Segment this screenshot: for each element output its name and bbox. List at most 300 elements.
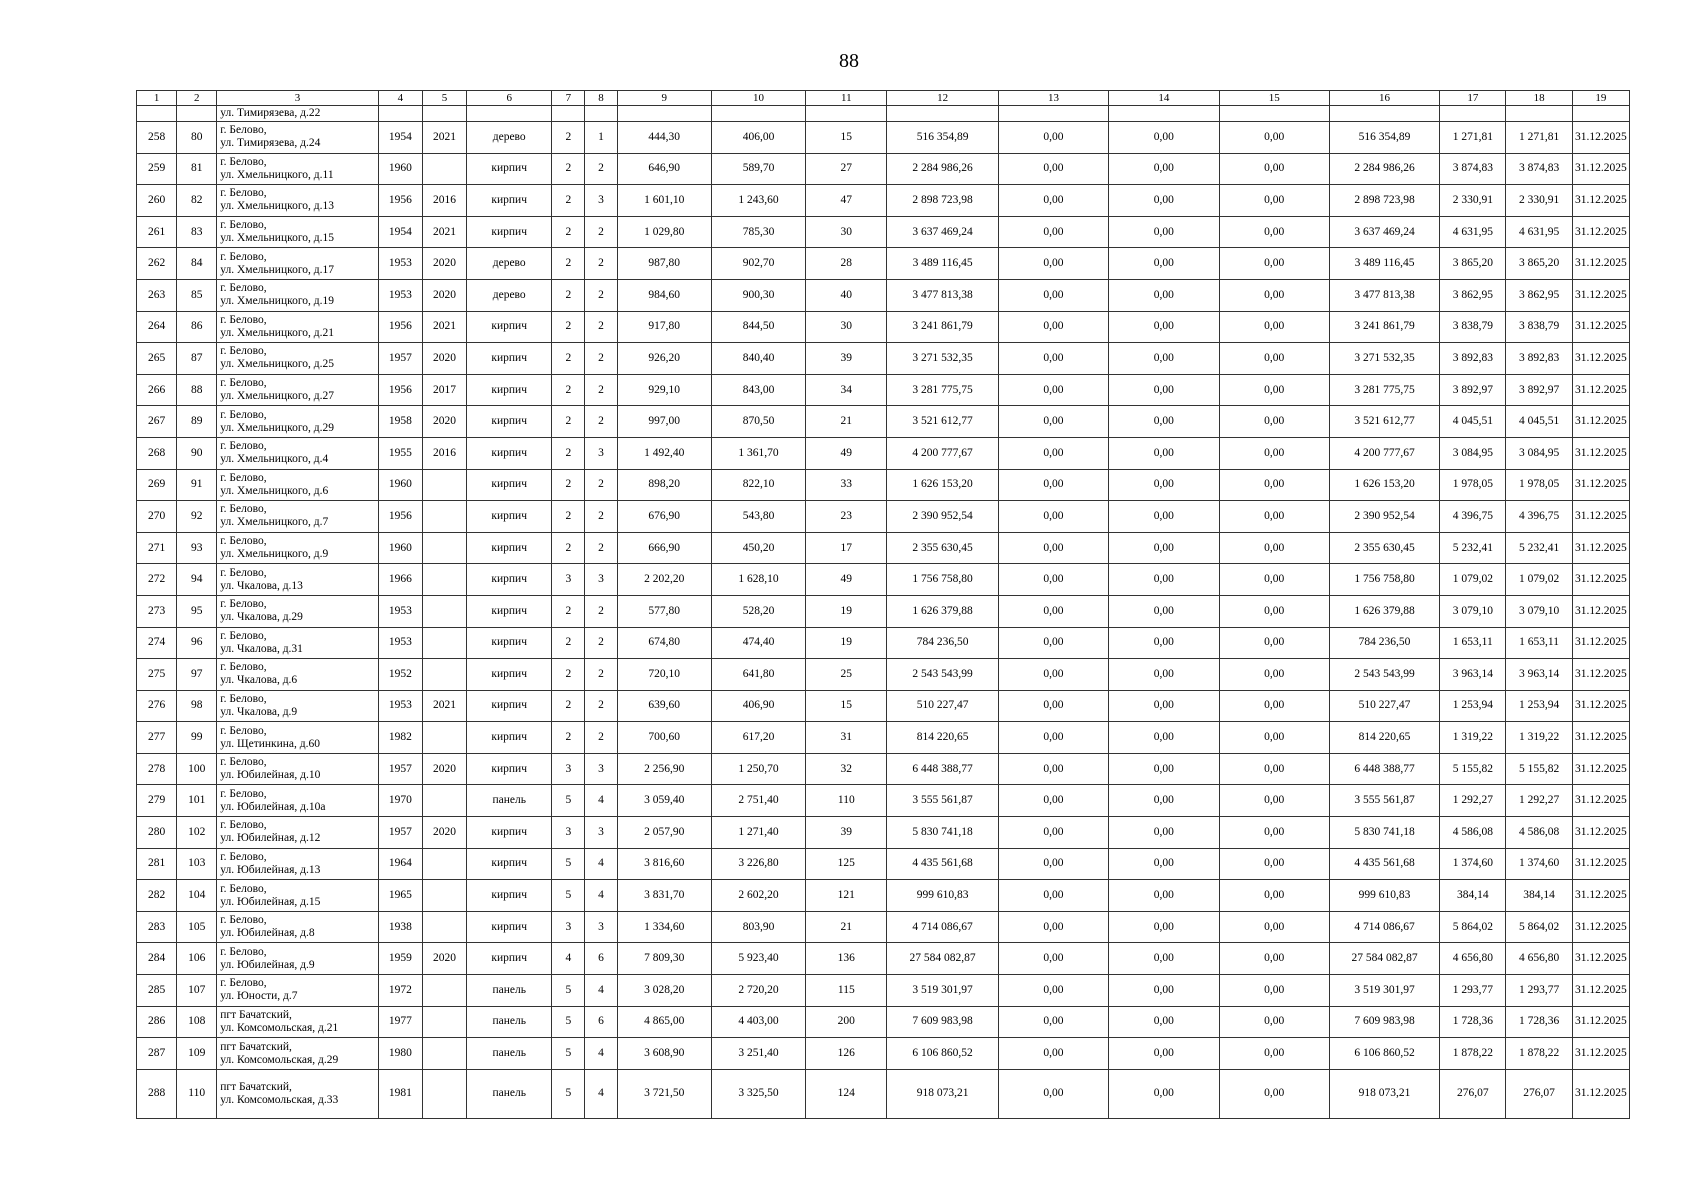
sub-number-cell: 83 [177, 216, 217, 248]
col13-cell: 0,00 [998, 911, 1108, 943]
unit-cost-cell: 4 631,95 [1440, 216, 1506, 248]
col14-cell: 0,00 [1109, 343, 1219, 375]
total-area-cell: 2 202,20 [617, 564, 711, 596]
col15-cell: 0,00 [1219, 248, 1329, 280]
address-street: ул. Комсомольская, д.29 [220, 1053, 339, 1066]
max-unit-cost-cell: 1 728,36 [1506, 1006, 1572, 1038]
total-cost-cell: 5 830 741,18 [887, 817, 998, 849]
total-area-cell: 3 721,50 [617, 1069, 711, 1118]
total-area-cell: 984,60 [617, 279, 711, 311]
table-cell [1219, 106, 1329, 122]
living-area-cell: 785,30 [711, 216, 805, 248]
column-header: 19 [1572, 91, 1629, 106]
address-street: ул. Тимирязева, д.24 [220, 137, 321, 150]
owner-funds-cell: 2 390 952,54 [1329, 501, 1439, 533]
entrances-cell: 2 [585, 311, 617, 343]
unit-cost-cell: 1 253,94 [1440, 690, 1506, 722]
address-street: ул. Хмельницкого, д.29 [220, 421, 335, 434]
wall-material-cell: кирпич [467, 343, 552, 375]
deadline-cell: 31.12.2025 [1572, 753, 1629, 785]
sub-number-cell: 90 [177, 437, 217, 469]
total-cost-cell: 1 626 379,88 [887, 595, 998, 627]
living-area-cell: 1 628,10 [711, 564, 805, 596]
entrances-cell: 3 [585, 911, 617, 943]
address-street: ул. Юбилейная, д.15 [220, 895, 321, 908]
renovation-year-cell: 2020 [422, 406, 466, 438]
col13-cell: 0,00 [998, 374, 1108, 406]
sub-number-cell: 88 [177, 374, 217, 406]
build-year-cell: 1956 [378, 185, 422, 217]
owner-funds-cell: 3 521 612,77 [1329, 406, 1439, 438]
col14-cell: 0,00 [1109, 753, 1219, 785]
living-area-cell: 1 271,40 [711, 817, 805, 849]
total-area-cell: 3 608,90 [617, 1038, 711, 1070]
address-cell [217, 343, 379, 375]
table-row [137, 595, 1630, 627]
build-year-cell: 1955 [378, 437, 422, 469]
row-number-cell: 274 [137, 627, 177, 659]
total-cost-cell: 3 241 861,79 [887, 311, 998, 343]
build-year-cell: 1938 [378, 911, 422, 943]
residents-cell: 34 [806, 374, 887, 406]
living-area-cell: 1 250,70 [711, 753, 805, 785]
build-year-cell: 1953 [378, 248, 422, 280]
deadline-cell: 31.12.2025 [1572, 690, 1629, 722]
table-row [137, 943, 1630, 975]
entrances-cell: 2 [585, 501, 617, 533]
address-locality: г. Белово, [220, 219, 267, 232]
col15-cell: 0,00 [1219, 595, 1329, 627]
living-area-cell: 3 251,40 [711, 1038, 805, 1070]
total-area-cell: 7 809,30 [617, 943, 711, 975]
max-unit-cost-cell: 1 653,11 [1506, 627, 1572, 659]
col14-cell: 0,00 [1109, 564, 1219, 596]
table-cell [998, 106, 1108, 122]
unit-cost-cell: 1 292,27 [1440, 785, 1506, 817]
row-number-cell: 259 [137, 153, 177, 185]
table-row [137, 1038, 1630, 1070]
total-area-cell: 3 028,20 [617, 975, 711, 1007]
row-number-cell: 264 [137, 311, 177, 343]
owner-funds-cell: 3 271 532,35 [1329, 343, 1439, 375]
sub-number-cell: 99 [177, 722, 217, 754]
entrances-cell: 4 [585, 785, 617, 817]
address-street: ул. Хмельницкого, д.27 [220, 390, 335, 403]
max-unit-cost-cell: 3 865,20 [1506, 248, 1572, 280]
col14-cell: 0,00 [1109, 975, 1219, 1007]
residents-cell: 30 [806, 216, 887, 248]
entrances-cell: 3 [585, 564, 617, 596]
renovation-year-cell [422, 501, 466, 533]
owner-funds-cell: 27 584 082,87 [1329, 943, 1439, 975]
total-area-cell: 646,90 [617, 153, 711, 185]
table-cell [177, 106, 217, 122]
address-cell [217, 122, 379, 154]
column-header: 5 [422, 91, 466, 106]
row-number-cell: 271 [137, 532, 177, 564]
col13-cell: 0,00 [998, 627, 1108, 659]
renovation-year-cell [422, 153, 466, 185]
unit-cost-cell: 1 728,36 [1440, 1006, 1506, 1038]
address-locality: г. Белово, [220, 440, 267, 453]
row-number-cell: 266 [137, 374, 177, 406]
max-unit-cost-cell: 1 253,94 [1506, 690, 1572, 722]
build-year-cell: 1957 [378, 343, 422, 375]
max-unit-cost-cell: 3 838,79 [1506, 311, 1572, 343]
total-cost-cell: 3 477 813,38 [887, 279, 998, 311]
max-unit-cost-cell: 4 396,75 [1506, 501, 1572, 533]
col14-cell: 0,00 [1109, 690, 1219, 722]
col13-cell: 0,00 [998, 690, 1108, 722]
renovation-year-cell [422, 848, 466, 880]
total-cost-cell: 3 519 301,97 [887, 975, 998, 1007]
residents-cell: 15 [806, 122, 887, 154]
max-unit-cost-cell: 1 978,05 [1506, 469, 1572, 501]
row-number-cell: 261 [137, 216, 177, 248]
entrances-cell: 1 [585, 122, 617, 154]
total-area-cell: 444,30 [617, 122, 711, 154]
table-row [137, 501, 1630, 533]
row-number-cell: 263 [137, 279, 177, 311]
living-area-cell: 803,90 [711, 911, 805, 943]
residents-cell: 17 [806, 532, 887, 564]
total-cost-cell: 3 521 612,77 [887, 406, 998, 438]
deadline-cell: 31.12.2025 [1572, 722, 1629, 754]
row-number-cell: 273 [137, 595, 177, 627]
col15-cell: 0,00 [1219, 343, 1329, 375]
address-locality: г. Белово, [220, 471, 267, 484]
table-cell [1506, 106, 1572, 122]
address-street: ул. Хмельницкого, д.13 [220, 200, 335, 213]
address-street: ул. Юбилейная, д.13 [220, 863, 321, 876]
unit-cost-cell: 3 079,10 [1440, 595, 1506, 627]
renovation-year-cell: 2020 [422, 753, 466, 785]
col15-cell: 0,00 [1219, 437, 1329, 469]
build-year-cell: 1953 [378, 595, 422, 627]
max-unit-cost-cell: 1 292,27 [1506, 785, 1572, 817]
total-cost-cell: 6 448 388,77 [887, 753, 998, 785]
max-unit-cost-cell: 5 864,02 [1506, 911, 1572, 943]
table-row [137, 785, 1630, 817]
sub-number-cell: 82 [177, 185, 217, 217]
residents-cell: 39 [806, 817, 887, 849]
deadline-cell: 31.12.2025 [1572, 595, 1629, 627]
unit-cost-cell: 1 319,22 [1440, 722, 1506, 754]
owner-funds-cell: 918 073,21 [1329, 1069, 1439, 1118]
sub-number-cell: 104 [177, 880, 217, 912]
entrances-cell: 2 [585, 469, 617, 501]
sub-number-cell: 107 [177, 975, 217, 1007]
address-street: ул. Комсомольская, д.33 [220, 1093, 339, 1106]
floors-cell: 2 [552, 248, 585, 280]
unit-cost-cell: 1 653,11 [1440, 627, 1506, 659]
entrances-cell: 3 [585, 437, 617, 469]
col13-cell: 0,00 [998, 943, 1108, 975]
table-row [137, 437, 1630, 469]
address-locality: г. Белово, [220, 345, 267, 358]
entrances-cell: 2 [585, 627, 617, 659]
renovation-year-cell [422, 785, 466, 817]
deadline-cell: 31.12.2025 [1572, 911, 1629, 943]
table-row [137, 311, 1630, 343]
owner-funds-cell: 999 610,83 [1329, 880, 1439, 912]
deadline-cell: 31.12.2025 [1572, 1038, 1629, 1070]
deadline-cell: 31.12.2025 [1572, 564, 1629, 596]
floors-cell: 5 [552, 848, 585, 880]
address-cell [217, 437, 379, 469]
table-cell [1109, 106, 1219, 122]
table-cell [585, 106, 617, 122]
total-area-cell: 577,80 [617, 595, 711, 627]
col14-cell: 0,00 [1109, 911, 1219, 943]
max-unit-cost-cell: 1 878,22 [1506, 1038, 1572, 1070]
address-locality: г. Белово, [220, 377, 267, 390]
wall-material-cell: кирпич [467, 437, 552, 469]
col15-cell: 0,00 [1219, 817, 1329, 849]
address-cell [217, 501, 379, 533]
col13-cell: 0,00 [998, 1069, 1108, 1118]
deadline-cell: 31.12.2025 [1572, 943, 1629, 975]
residents-cell: 49 [806, 564, 887, 596]
renovation-year-cell: 2016 [422, 437, 466, 469]
col14-cell: 0,00 [1109, 1069, 1219, 1118]
col14-cell: 0,00 [1109, 880, 1219, 912]
total-cost-cell: 2 284 986,26 [887, 153, 998, 185]
build-year-cell: 1956 [378, 311, 422, 343]
sub-number-cell: 96 [177, 627, 217, 659]
col15-cell: 0,00 [1219, 469, 1329, 501]
table-cell [1572, 106, 1629, 122]
renovation-year-cell: 2017 [422, 374, 466, 406]
floors-cell: 5 [552, 1006, 585, 1038]
col14-cell: 0,00 [1109, 406, 1219, 438]
wall-material-cell: кирпич [467, 185, 552, 217]
living-area-cell: 543,80 [711, 501, 805, 533]
col13-cell: 0,00 [998, 880, 1108, 912]
sub-number-cell: 86 [177, 311, 217, 343]
wall-material-cell: кирпич [467, 501, 552, 533]
sub-number-cell: 92 [177, 501, 217, 533]
deadline-cell: 31.12.2025 [1572, 1069, 1629, 1118]
row-number-cell: 260 [137, 185, 177, 217]
floors-cell: 2 [552, 374, 585, 406]
build-year-cell: 1960 [378, 153, 422, 185]
wall-material-cell: кирпич [467, 406, 552, 438]
max-unit-cost-cell: 3 963,14 [1506, 659, 1572, 691]
deadline-cell: 31.12.2025 [1572, 153, 1629, 185]
total-cost-cell: 918 073,21 [887, 1069, 998, 1118]
table-row [137, 975, 1630, 1007]
column-header: 18 [1506, 91, 1572, 106]
floors-cell: 2 [552, 216, 585, 248]
floors-cell: 2 [552, 501, 585, 533]
total-cost-cell: 3 489 116,45 [887, 248, 998, 280]
col14-cell: 0,00 [1109, 1006, 1219, 1038]
table-cell [1440, 106, 1506, 122]
address-cell [217, 848, 379, 880]
address-cell [217, 564, 379, 596]
owner-funds-cell: 3 281 775,75 [1329, 374, 1439, 406]
unit-cost-cell: 1 293,77 [1440, 975, 1506, 1007]
floors-cell: 2 [552, 406, 585, 438]
living-area-cell: 843,00 [711, 374, 805, 406]
column-header: 3 [217, 91, 379, 106]
unit-cost-cell: 3 865,20 [1440, 248, 1506, 280]
build-year-cell: 1956 [378, 501, 422, 533]
address-street: ул. Хмельницкого, д.6 [220, 484, 329, 497]
owner-funds-cell: 3 477 813,38 [1329, 279, 1439, 311]
unit-cost-cell: 3 963,14 [1440, 659, 1506, 691]
floors-cell: 4 [552, 943, 585, 975]
address-locality: г. Белово, [220, 629, 267, 642]
build-year-cell: 1954 [378, 216, 422, 248]
sub-number-cell: 105 [177, 911, 217, 943]
floors-cell: 5 [552, 975, 585, 1007]
address-cell [217, 1038, 379, 1070]
table-cell [422, 106, 466, 122]
build-year-cell: 1972 [378, 975, 422, 1007]
deadline-cell: 31.12.2025 [1572, 501, 1629, 533]
floors-cell: 2 [552, 469, 585, 501]
build-year-cell: 1977 [378, 1006, 422, 1038]
floors-cell: 5 [552, 1069, 585, 1118]
address-street: ул. Щетинкина, д.60 [220, 737, 320, 750]
sub-number-cell: 110 [177, 1069, 217, 1118]
deadline-cell: 31.12.2025 [1572, 880, 1629, 912]
renovation-year-cell: 2021 [422, 690, 466, 722]
sub-number-cell: 85 [177, 279, 217, 311]
total-cost-cell: 6 106 860,52 [887, 1038, 998, 1070]
unit-cost-cell: 5 864,02 [1440, 911, 1506, 943]
unit-cost-cell: 1 878,22 [1440, 1038, 1506, 1070]
unit-cost-cell: 5 155,82 [1440, 753, 1506, 785]
build-year-cell: 1957 [378, 817, 422, 849]
total-area-cell: 4 865,00 [617, 1006, 711, 1038]
owner-funds-cell: 510 227,47 [1329, 690, 1439, 722]
address-street: ул. Чкалова, д.13 [220, 579, 303, 592]
total-cost-cell: 1 626 153,20 [887, 469, 998, 501]
residents-cell: 110 [806, 785, 887, 817]
entrances-cell: 3 [585, 753, 617, 785]
total-cost-cell: 2 390 952,54 [887, 501, 998, 533]
address-locality: г. Белово, [220, 598, 267, 611]
residents-cell: 19 [806, 627, 887, 659]
row-number-cell: 277 [137, 722, 177, 754]
col13-cell: 0,00 [998, 659, 1108, 691]
sub-number-cell: 108 [177, 1006, 217, 1038]
residents-cell: 30 [806, 311, 887, 343]
total-cost-cell: 3 271 532,35 [887, 343, 998, 375]
entrances-cell: 2 [585, 216, 617, 248]
col13-cell: 0,00 [998, 153, 1108, 185]
col15-cell: 0,00 [1219, 216, 1329, 248]
col15-cell: 0,00 [1219, 627, 1329, 659]
max-unit-cost-cell: 4 656,80 [1506, 943, 1572, 975]
residents-cell: 40 [806, 279, 887, 311]
col15-cell: 0,00 [1219, 279, 1329, 311]
renovation-year-cell: 2021 [422, 216, 466, 248]
total-cost-cell: 1 756 758,80 [887, 564, 998, 596]
total-cost-cell: 516 354,89 [887, 122, 998, 154]
sub-number-cell: 94 [177, 564, 217, 596]
col15-cell: 0,00 [1219, 722, 1329, 754]
renovation-year-cell: 2020 [422, 943, 466, 975]
residents-cell: 23 [806, 501, 887, 533]
wall-material-cell: панель [467, 975, 552, 1007]
address-locality: г. Белово, [220, 819, 267, 832]
max-unit-cost-cell: 3 892,97 [1506, 374, 1572, 406]
table-cell [137, 106, 177, 122]
address-cell [217, 153, 379, 185]
renovation-year-cell [422, 627, 466, 659]
owner-funds-cell: 784 236,50 [1329, 627, 1439, 659]
address-street: ул. Хмельницкого, д.21 [220, 326, 335, 339]
residents-cell: 115 [806, 975, 887, 1007]
sub-number-cell: 103 [177, 848, 217, 880]
total-area-cell: 898,20 [617, 469, 711, 501]
owner-funds-cell: 1 756 758,80 [1329, 564, 1439, 596]
total-area-cell: 1 492,40 [617, 437, 711, 469]
sub-number-cell: 106 [177, 943, 217, 975]
deadline-cell: 31.12.2025 [1572, 437, 1629, 469]
owner-funds-cell: 2 284 986,26 [1329, 153, 1439, 185]
wall-material-cell: панель [467, 1038, 552, 1070]
total-cost-cell: 814 220,65 [887, 722, 998, 754]
wall-material-cell: дерево [467, 248, 552, 280]
entrances-cell: 4 [585, 848, 617, 880]
address-cell [217, 722, 379, 754]
build-year-cell: 1965 [378, 880, 422, 912]
floors-cell: 2 [552, 185, 585, 217]
col13-cell: 0,00 [998, 216, 1108, 248]
address-street: ул. Комсомольская, д.21 [220, 1021, 339, 1034]
row-number-cell: 270 [137, 501, 177, 533]
col15-cell: 0,00 [1219, 311, 1329, 343]
address-street: ул. Хмельницкого, д.7 [220, 516, 329, 529]
residents-cell: 25 [806, 659, 887, 691]
renovation-year-cell: 2020 [422, 248, 466, 280]
address-cell [217, 943, 379, 975]
deadline-cell: 31.12.2025 [1572, 343, 1629, 375]
living-area-cell: 902,70 [711, 248, 805, 280]
row-number-cell: 283 [137, 911, 177, 943]
col13-cell: 0,00 [998, 848, 1108, 880]
deadline-cell: 31.12.2025 [1572, 848, 1629, 880]
max-unit-cost-cell: 5 155,82 [1506, 753, 1572, 785]
residents-cell: 121 [806, 880, 887, 912]
col15-cell: 0,00 [1219, 501, 1329, 533]
unit-cost-cell: 5 232,41 [1440, 532, 1506, 564]
deadline-cell: 31.12.2025 [1572, 122, 1629, 154]
living-area-cell: 474,40 [711, 627, 805, 659]
owner-funds-cell: 6 448 388,77 [1329, 753, 1439, 785]
col13-cell: 0,00 [998, 817, 1108, 849]
total-area-cell: 2 256,90 [617, 753, 711, 785]
max-unit-cost-cell: 1 319,22 [1506, 722, 1572, 754]
build-year-cell: 1970 [378, 785, 422, 817]
table-cell [887, 106, 998, 122]
col15-cell: 0,00 [1219, 406, 1329, 438]
address-locality: г. Белово, [220, 977, 267, 990]
wall-material-cell: кирпич [467, 817, 552, 849]
table-row [137, 469, 1630, 501]
table-row [137, 216, 1630, 248]
total-area-cell: 3 816,60 [617, 848, 711, 880]
living-area-cell: 406,00 [711, 122, 805, 154]
column-header: 17 [1440, 91, 1506, 106]
col15-cell: 0,00 [1219, 374, 1329, 406]
address-cell [217, 880, 379, 912]
